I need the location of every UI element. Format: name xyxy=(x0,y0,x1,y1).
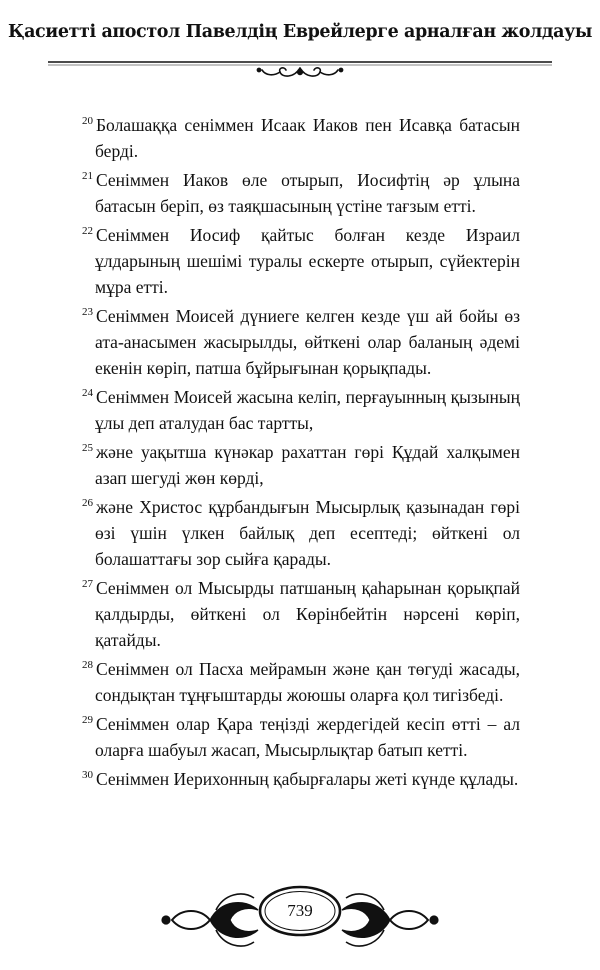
verse-text: Сеніммен Моисей дүниеге келген кезде үш ай бойы өз ата-анасымен жасырылды, өйткені олар баланың әдемі екенін көріп, патша бұйрығынан қорықпады. xyxy=(95,306,520,378)
verse-number: 27 xyxy=(82,578,93,590)
verse-text: Сеніммен Иерихонның қабырғалары жеті күнде құлады. xyxy=(96,769,519,789)
verse-number: 23 xyxy=(82,306,93,318)
verse-21 xyxy=(82,167,520,219)
verse-29 xyxy=(82,711,520,763)
verse-text: және уақытша күнәкар рахаттан гөрі Құдай халқымен азап шегуді жөн көрді, xyxy=(95,442,520,488)
verse-text: Сеніммен Моисей жасына келіп, перғауынның қызының ұлы деп аталудан бас тартты, xyxy=(95,387,520,433)
verse-24 xyxy=(82,384,520,436)
verse-text: Сеніммен Иаков өле отырып, Иосифтің әр ұлына батасын беріп, өз таяқшасының үстіне тағзым етті. xyxy=(95,170,520,216)
verse-text: Сеніммен ол Пасха мейрамын және қан төгуді жасады, сондықтан тұңғыштарды жоюшы оларға қол тигізбеді. xyxy=(95,659,520,705)
header-ornament-rule xyxy=(48,56,552,84)
verse-22 xyxy=(82,222,520,300)
verse-number: 25 xyxy=(82,442,93,454)
verse-27 xyxy=(82,575,520,653)
verse-number: 22 xyxy=(82,225,93,237)
verse-text: Сеніммен Иосиф қайтыс болған кезде Израил ұлдарының шешімі туралы ескерте отырып, сүйектерін мұра етті. xyxy=(95,225,520,297)
verse-28 xyxy=(82,656,520,708)
verse-number: 26 xyxy=(82,497,93,509)
footer-right-flourish-icon xyxy=(342,894,438,946)
verse-number: 29 xyxy=(82,714,93,726)
verse-number: 28 xyxy=(82,659,93,671)
verse-text: және Христос құрбандығын Мысырлық қазынадан гөрі өзі үшін үлкен байлық деп есептеді; өйткені ол болашаттағы зор сыйға қарады. xyxy=(95,497,520,569)
verse-number: 21 xyxy=(82,170,93,182)
verse-list xyxy=(82,112,520,795)
verse-number: 30 xyxy=(82,769,93,781)
verse-25 xyxy=(82,439,520,491)
verse-30 xyxy=(82,766,520,792)
running-head-title: Қасиетті апостол Павелдің Еврейлерге арналған жолдауы xyxy=(7,22,593,42)
verse-26 xyxy=(82,494,520,572)
page-number: 739 xyxy=(287,901,313,920)
verse-20 xyxy=(82,112,520,164)
verse-text: Болашаққа сеніммен Исаак Иаков пен Исавқа батасын берді. xyxy=(95,115,520,161)
verse-23 xyxy=(82,303,520,381)
verse-text: Сеніммен олар Қара теңізді жердегідей кесіп өтті – ал оларға шабуыл жасап, Мысырлықтар батып кетті. xyxy=(95,714,520,760)
verse-number: 20 xyxy=(82,115,93,127)
verse-number: 24 xyxy=(82,387,93,399)
verse-text: Сеніммен ол Мысырды патшаның қаһарынан қорықпай қалдырды, өйткені ол Көрінбейтін нәрсені көріп, қатайды. xyxy=(95,578,520,650)
footer-left-flourish-icon xyxy=(162,894,258,946)
header-flourish-icon xyxy=(257,68,342,76)
